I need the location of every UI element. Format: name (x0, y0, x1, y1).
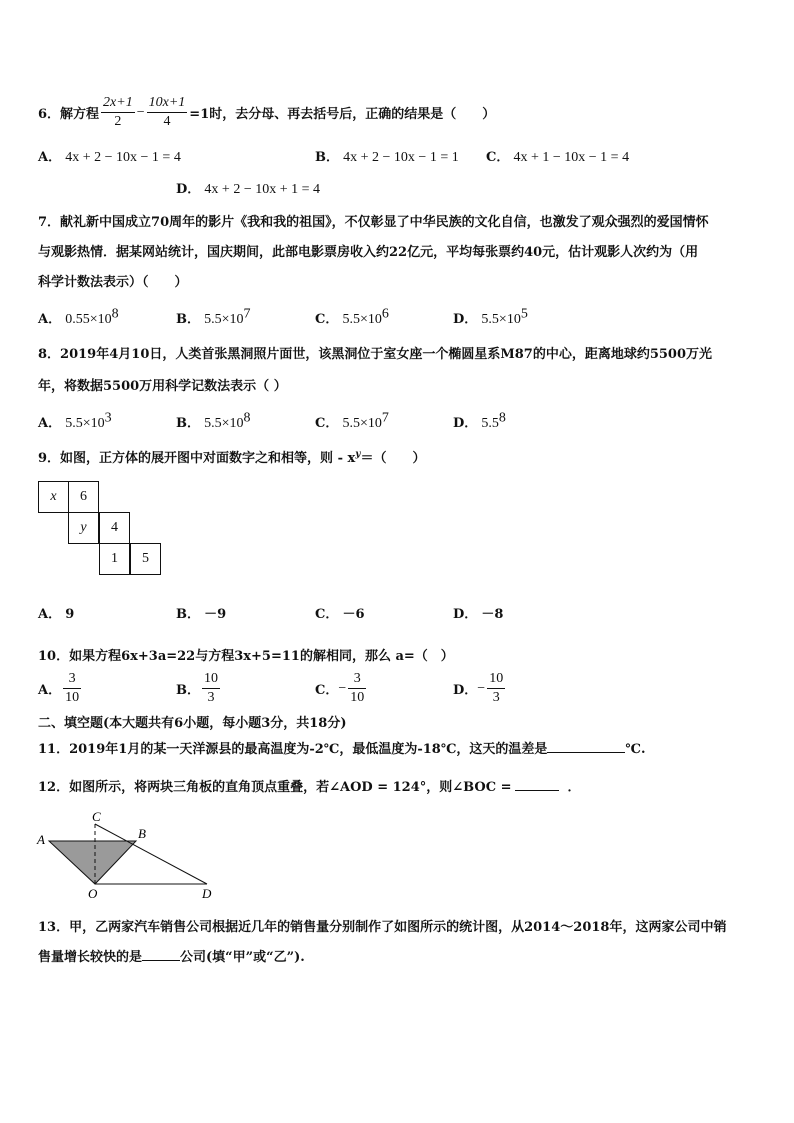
q10-option-a-fraction (63, 670, 81, 707)
q10-option-a-num: 3 (63, 670, 81, 689)
q9-option-c-text: －6 (342, 607, 365, 622)
q10-option-c[interactable] (315, 670, 368, 707)
q11-stem-tail: ℃. (625, 742, 646, 757)
q8-line-1: 8．2019年4月10日，人类首张黑洞照片面世，该黑洞位于室女座一个椭圆星系M87的中心，距离地球约5500万光 (38, 347, 713, 362)
q10-option-d-sign: − (477, 680, 486, 696)
q8-option-c[interactable] (315, 412, 389, 432)
q7-option-c[interactable] (315, 308, 389, 328)
q9-net-cell-4: 4 (99, 512, 130, 544)
q10-option-b-den: 3 (207, 690, 215, 705)
q8-option-d-base: 5.5 (481, 416, 499, 431)
q8-option-c-exp: 7 (381, 410, 389, 426)
q8-line-2: 年，将数据5500万用科学记数法表示（ ） (38, 379, 287, 394)
q9-option-d-text: －8 (481, 607, 504, 622)
q13-line-2-post: 公司(填“甲”或“乙”). (180, 950, 305, 965)
q10-option-c-den: 10 (350, 690, 365, 705)
q9-option-b-text: －9 (204, 607, 227, 622)
q9-option-d[interactable] (453, 603, 503, 622)
q8-option-b-exp: 8 (243, 410, 251, 426)
q10-stem: 10．如果方程6x+3a=22与方程3x+5=11的解相同，那么 a=（ ） (38, 649, 454, 664)
q9-stem (38, 447, 426, 466)
q6-frac2-denominator: 4 (163, 114, 171, 129)
q9-net-cell-x: x (38, 481, 69, 513)
q7-option-b-exp: 7 (243, 306, 251, 322)
q12-answer-blank[interactable] (515, 776, 559, 791)
q7-option-b-base: 5.5×10 (204, 312, 244, 327)
q9-option-c[interactable] (315, 603, 365, 622)
q9-option-b[interactable] (176, 603, 226, 622)
q6-option-d-text: 4x + 2 − 10x + 1 = 4 (204, 182, 321, 197)
q6-stem-prefix: 6．解方程 (38, 107, 100, 122)
q9-option-d-label: D． (453, 607, 478, 622)
q6-option-a-text: 4x + 2 − 10x − 1 = 4 (65, 150, 181, 165)
q6-fraction-2 (147, 94, 188, 131)
q6-stem-tail: =1时，去分母、再去括号后，正确的结果是（ ） (189, 107, 496, 122)
q13-line-2 (38, 946, 305, 965)
q6-option-d-label: D． (176, 182, 201, 197)
q9-option-a[interactable] (38, 603, 74, 622)
q9-stem-text: 9．如图，正方体的展开图中对面数字之和相等，则 - x (38, 451, 356, 466)
q7-option-b-label: B． (176, 312, 200, 327)
q7-option-b[interactable] (176, 308, 251, 328)
q10-option-b-num: 10 (202, 670, 220, 689)
q6-option-d[interactable] (176, 178, 320, 198)
q12-stem (38, 776, 580, 795)
q13-line-1: 13．甲，乙两家汽车销售公司根据近几年的销售量分别制作了如图所示的统计图，从2014～2018年，这两家公司中销 (38, 920, 727, 935)
q10-option-c-fraction (348, 670, 366, 707)
q6-option-a[interactable] (38, 146, 181, 166)
section-fill-in-header: 二、填空题(本大题共有6小题，每小题3分，共18分) (38, 716, 347, 731)
q12-label-d: D (202, 886, 212, 901)
q7-option-c-base: 5.5×10 (342, 312, 382, 327)
q6-option-b-label: B． (315, 150, 339, 165)
q10-option-c-label: C． (315, 683, 339, 698)
q6-option-a-label: A． (38, 150, 62, 165)
q6-option-b[interactable] (315, 146, 459, 166)
q7-option-a[interactable] (38, 308, 119, 328)
q7-option-d[interactable] (453, 308, 528, 328)
q12-stem-tail: ． (567, 780, 581, 795)
q8-option-b[interactable] (176, 412, 251, 432)
q6-fraction-1 (101, 94, 135, 131)
q10-option-d-den: 3 (492, 690, 500, 705)
q8-option-a[interactable] (38, 412, 112, 432)
q7-line-3: 科学计数法表示）（ ） (38, 275, 188, 290)
q6-option-c-text: 4x + 1 − 10x − 1 = 4 (513, 150, 630, 165)
q8-option-a-base: 5.5×10 (65, 416, 105, 431)
q8-option-d[interactable] (453, 412, 506, 432)
q13-answer-blank[interactable] (142, 946, 180, 961)
q9-stem-tail: ＝（ ） (360, 451, 426, 466)
q9-net-cell-y: y (68, 512, 99, 544)
q12-label-b: B (138, 826, 146, 841)
q7-option-c-exp: 6 (381, 306, 389, 322)
q6-option-c-label: C． (486, 150, 510, 165)
q9-option-c-label: C． (315, 607, 339, 622)
q10-option-d[interactable] (453, 670, 507, 707)
q12-shaded-triangle (49, 841, 136, 884)
q7-option-d-base: 5.5×10 (481, 312, 521, 327)
q6-option-c[interactable] (486, 146, 629, 166)
q7-option-a-label: A． (38, 312, 62, 327)
q7-option-d-label: D． (453, 312, 478, 327)
q12-label-c: C (92, 809, 101, 824)
q9-net-cell-5: 5 (130, 543, 161, 575)
q11-stem-text: 11．2019年1月的某一天洋源县的最高温度为-2℃，最低温度为-18℃，这天的温差是 (38, 742, 548, 757)
q6-stem (38, 94, 495, 131)
q7-option-a-exp: 8 (111, 306, 119, 322)
q10-option-b[interactable] (176, 670, 222, 707)
q12-label-o: O (88, 886, 98, 901)
q10-option-b-label: B． (176, 683, 200, 698)
q8-option-b-base: 5.5×10 (204, 416, 244, 431)
q10-option-d-fraction (487, 670, 505, 707)
q7-line-2: 与观影热情．据某网站统计，国庆期间，此部电影票房收入约22亿元，平均每张票约40元，估计观影人次约为（用 (38, 245, 699, 260)
q8-option-c-base: 5.5×10 (342, 416, 382, 431)
q10-option-d-label: D． (453, 683, 478, 698)
q8-option-a-label: A． (38, 416, 62, 431)
q7-option-a-base: 0.55×10 (65, 312, 112, 327)
q6-option-b-text: 4x + 2 − 10x − 1 = 1 (343, 150, 459, 165)
q12-stem-text: 12．如图所示，将两块三角板的直角顶点重叠，若∠AOD = 124°，则∠BOC = (38, 780, 512, 795)
q6-frac1-numerator: 2x+1 (101, 94, 135, 113)
q11-stem (38, 738, 646, 757)
q9-option-a-label: A． (38, 607, 62, 622)
q10-option-c-num: 3 (348, 670, 366, 689)
q9-stem-exponent: y (355, 449, 361, 460)
q9-option-b-label: B． (176, 607, 200, 622)
q9-cube-net (38, 481, 168, 585)
q6-frac2-numerator: 10x+1 (147, 94, 188, 113)
q13-line-2-pre: 售量增长较快的是 (38, 950, 143, 965)
q10-option-b-fraction (202, 670, 220, 707)
q7-option-d-exp: 5 (520, 306, 528, 322)
q12-label-a: A (37, 832, 45, 847)
q9-net-cell-6: 6 (68, 481, 99, 513)
q8-option-c-label: C． (315, 416, 339, 431)
q9-net-cell-1: 1 (99, 543, 130, 575)
q6-frac1-denominator: 2 (114, 114, 122, 129)
q9-option-a-text: 9 (65, 607, 75, 622)
q8-option-b-label: B． (176, 416, 200, 431)
q8-option-a-exp: 3 (104, 410, 112, 426)
q10-option-d-num: 10 (487, 670, 505, 689)
q10-option-a-den: 10 (65, 690, 80, 705)
q6-minus: − (136, 104, 145, 120)
q8-option-d-label: D． (453, 416, 478, 431)
q10-option-c-sign: − (338, 680, 347, 696)
q7-option-c-label: C． (315, 312, 339, 327)
q12-triangle-figure (30, 806, 220, 901)
q10-option-a-label: A． (38, 683, 62, 698)
q10-option-a[interactable] (38, 670, 83, 707)
q7-line-1: 7．献礼新中国成立70周年的影片《我和我的祖国》，不仅彰显了中华民族的文化自信，也激发了观众强烈的爱国情怀 (38, 215, 709, 230)
q11-answer-blank[interactable] (547, 738, 625, 753)
q8-option-d-exp: 8 (498, 410, 506, 426)
